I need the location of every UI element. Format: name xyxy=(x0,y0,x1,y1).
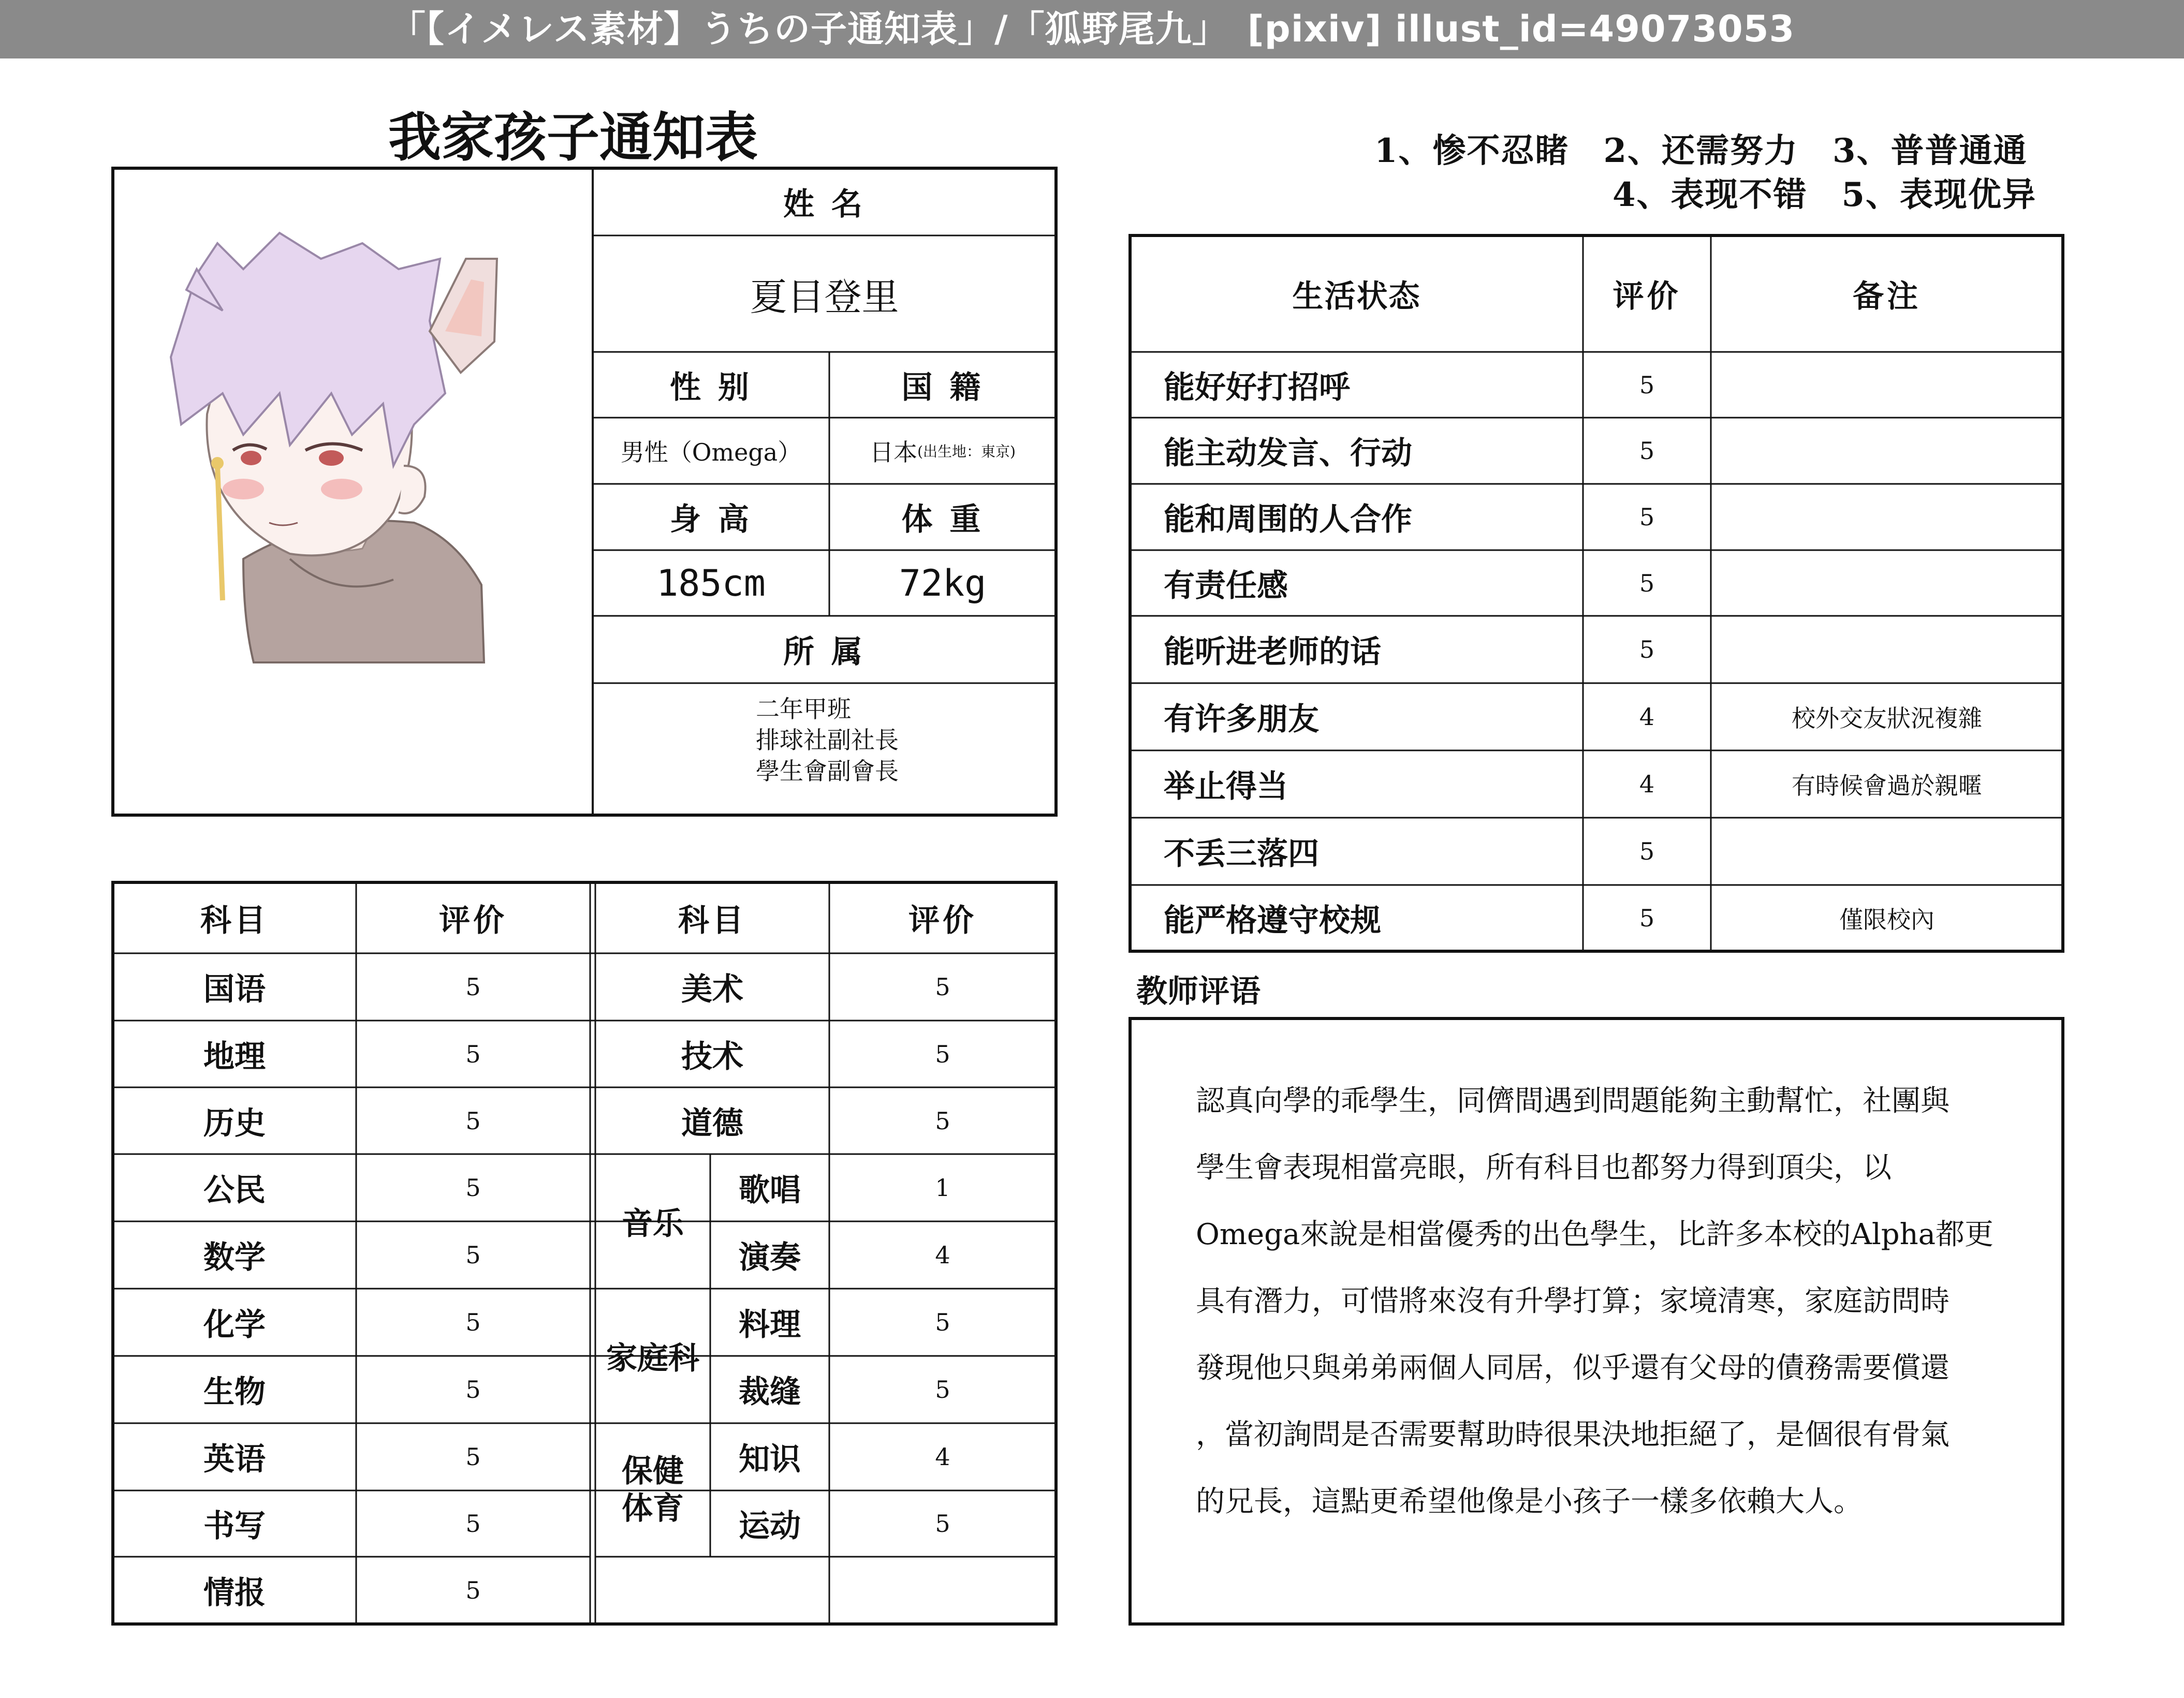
teacher-comment-label: 教师评语 xyxy=(1136,973,1260,1010)
subject-rating: 5 xyxy=(465,1040,481,1068)
subject-rating: 5 xyxy=(465,1510,481,1538)
teacher-comment-line: 認真向學的乖學生，同儕間遇到問題能夠主動幫忙，社團與 xyxy=(1196,1084,1950,1118)
life-rating: 4 xyxy=(1639,703,1655,731)
nationality-note: (出生地：東京) xyxy=(917,443,1016,460)
teacher-comment-line: Omega來說是相當優秀的出色學生，比許多本校的Alpha都更 xyxy=(1196,1218,1994,1251)
health-group-label xyxy=(595,1423,710,1557)
subject-header: 科目 xyxy=(678,902,746,939)
affiliation-line: 學生會副會長 xyxy=(756,757,899,785)
subject-rating: 5 xyxy=(465,1443,481,1471)
teacher-comment-line: ，當初詢問是否需要幫助時很果決地拒絕了，是個很有骨氣 xyxy=(1196,1418,1950,1452)
weight-value: 72kg xyxy=(899,562,987,604)
gender-label: 性 别 xyxy=(670,369,752,406)
weight-label: 体 重 xyxy=(901,501,984,538)
life-note: 校外交友狀況複雜 xyxy=(1792,704,1982,732)
subject-rating: 5 xyxy=(465,973,481,1001)
life-rating: 5 xyxy=(1639,904,1655,932)
life-item: 有许多朋友 xyxy=(1164,701,1319,737)
life-item: 能听进老师的话 xyxy=(1164,634,1381,670)
name-value: 夏目登里 xyxy=(750,275,899,319)
subject-name: 化学 xyxy=(203,1307,266,1343)
subject-name: 生物 xyxy=(203,1374,266,1410)
life-note: 有時候會過於親暱 xyxy=(1792,772,1982,800)
subject-name: 道德 xyxy=(681,1105,743,1142)
life-rating: 5 xyxy=(1639,371,1655,399)
teacher-comment-line: 具有潛力，可惜將來沒有升學打算；家境清寒，家庭訪問時 xyxy=(1196,1284,1950,1318)
life-note xyxy=(1711,616,2063,683)
life-note-header: 备注 xyxy=(1853,278,1921,315)
life-rating: 5 xyxy=(1639,437,1655,465)
subject-name: 技术 xyxy=(681,1038,743,1075)
life-note xyxy=(1711,484,2063,550)
subject-rating: 5 xyxy=(935,973,950,1001)
subject-rating: 5 xyxy=(935,1308,950,1336)
subject-rating: 5 xyxy=(465,1376,481,1404)
subject-rating: 5 xyxy=(465,1174,481,1202)
subject-rating: 5 xyxy=(465,1241,481,1269)
life-note xyxy=(1711,418,2063,484)
subject-name: 情报 xyxy=(203,1575,266,1611)
subject-name: 英语 xyxy=(203,1441,266,1478)
life-item: 不丢三落四 xyxy=(1164,836,1319,872)
affiliation-line: 排球社副社長 xyxy=(756,726,899,754)
subject-rating: 5 xyxy=(465,1308,481,1336)
teacher-comment-line: 的兄長，這點更希望他像是小孩子一樣多依賴大人。 xyxy=(1196,1485,1863,1518)
life-item: 有责任感 xyxy=(1164,567,1288,604)
subject-header: 科目 xyxy=(200,902,269,939)
subject-name: 知识 xyxy=(739,1441,801,1478)
life-note: 僅限校內 xyxy=(1839,906,1934,934)
home-group-label: 家庭科 xyxy=(606,1340,699,1377)
life-rating: 5 xyxy=(1639,503,1655,531)
subject-rating: 1 xyxy=(935,1174,950,1202)
life-rating: 5 xyxy=(1639,837,1655,865)
life-rating-header: 评价 xyxy=(1613,278,1681,315)
nationality-value-cell xyxy=(829,418,1056,484)
music-group-label: 音乐 xyxy=(622,1206,684,1242)
life-rating: 5 xyxy=(1639,636,1655,663)
affiliation-line: 二年甲班 xyxy=(756,695,851,723)
height-value: 185cm xyxy=(656,562,766,604)
subject-name: 演奏 xyxy=(739,1239,801,1276)
rating-header: 评价 xyxy=(908,902,977,939)
subject-name: 歌唱 xyxy=(739,1172,801,1208)
subject-rating: 5 xyxy=(935,1040,950,1068)
subject-rating: 5 xyxy=(935,1106,950,1135)
subject-name: 美术 xyxy=(681,971,743,1008)
subject-name: 公民 xyxy=(203,1172,266,1208)
nationality-value: 日本 xyxy=(870,438,918,466)
height-label: 身 高 xyxy=(670,501,752,538)
subject-rating: 4 xyxy=(935,1241,950,1269)
subject-name: 历史 xyxy=(203,1105,266,1142)
teacher-comment-line: 學生會表現相當亮眼，所有科目也都努力得到頂尖，以 xyxy=(1196,1151,1892,1185)
subject-rating: 5 xyxy=(935,1510,950,1538)
life-status-header: 生活状态 xyxy=(1292,278,1421,315)
life-item: 举止得当 xyxy=(1164,769,1288,805)
life-note xyxy=(1711,818,2063,885)
life-item: 能严格遵守校规 xyxy=(1164,903,1381,939)
subject-name: 运动 xyxy=(739,1508,801,1544)
life-note xyxy=(1711,352,2063,418)
life-item: 能主动发言、行动 xyxy=(1164,435,1412,471)
life-item: 能好好打招呼 xyxy=(1164,369,1350,406)
rating-legend-line2: 4、表现不错 5、表现优异 xyxy=(1613,175,2037,214)
gender-value: 男性（Omega） xyxy=(620,438,802,466)
subject-name: 地理 xyxy=(203,1038,266,1075)
life-item: 能和周围的人合作 xyxy=(1164,501,1412,538)
subject-name: 数学 xyxy=(203,1239,266,1276)
subject-name: 裁缝 xyxy=(739,1374,801,1410)
life-rating: 4 xyxy=(1639,770,1655,798)
subject-rating: 5 xyxy=(465,1576,481,1604)
teacher-comment-line: 發現他只與弟弟兩個人同居，似乎還有父母的債務需要償還 xyxy=(1196,1351,1950,1385)
name-label: 姓 名 xyxy=(783,186,866,223)
health-label-line1: 保健 xyxy=(622,1453,684,1489)
subject-rating: 4 xyxy=(935,1443,950,1471)
page-title: 我家孩子通知表 xyxy=(388,107,758,169)
subject-name: 国语 xyxy=(203,971,266,1008)
health-label-line2: 体育 xyxy=(622,1490,684,1527)
rating-legend-line1: 1、惨不忍睹 2、还需努力 3、普普通通 xyxy=(1374,131,2028,170)
subject-name: 书写 xyxy=(203,1508,266,1544)
rating-header: 评价 xyxy=(439,902,507,939)
life-note xyxy=(1711,550,2063,616)
subject-rating: 5 xyxy=(935,1376,950,1404)
banner-text: 「【イメレス素材】うちの子通知表」/「狐野尾九」 [pixiv] illust_id=49073053 xyxy=(389,8,1795,50)
life-rating: 5 xyxy=(1639,569,1655,597)
affiliation-label: 所 属 xyxy=(783,634,866,670)
nationality-label: 国 籍 xyxy=(901,369,984,406)
subject-name: 料理 xyxy=(739,1307,801,1343)
subject-rating: 5 xyxy=(465,1106,481,1135)
